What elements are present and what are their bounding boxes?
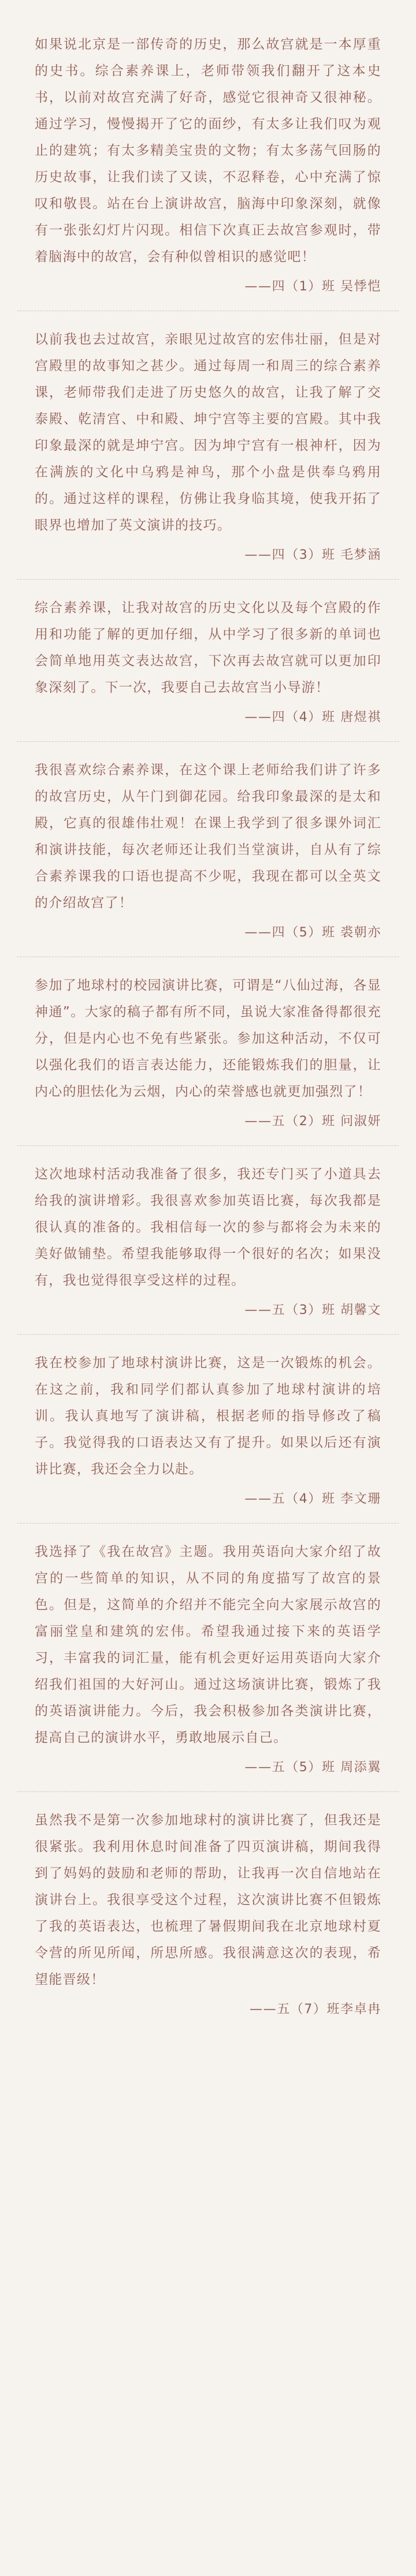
entry-paragraph: 如果说北京是一部传奇的历史，那么故宫就是一本厚重的史书。综合素养课上，老师带领我们翻开了这本史书，以前对故宫充满了好奇，感觉它很神奇又很神秘。通过学习，慢慢揭开了它的面纱，有太多让我们叹为观止的建筑；有太多精美宝贵的文物；有太多荡气回肠的历史故事，让我们读了又读，不忍释卷，心中充满了惊叹和敬畏。站在台上演讲故宫，脑海中印象深刻，就像有一张张幻灯片闪现。相信下次真正去故宫参观时，带着脑海中的故宫，会有种似曾相识的感觉吧！ [35, 37, 381, 264]
entry-paragraph: 虽然我不是第一次参加地球村的演讲比赛了，但我还是很紧张。我利用休息时间准备了四页演讲稿，期间我得到了妈妈的鼓励和老师的帮助，让我再一次自信地站在演讲台上。我很享受这个过程，这次演讲比赛不但锻炼了我的英语表达，也梳理了暑假期间我在北京地球村夏令营的所见所闻，所思所感。我很满意这次的表现，希望能晋级！ [35, 1813, 381, 1987]
reflection-entry [17, 31, 399, 311]
entry-signature: ——五（3）班 胡馨文 [244, 1303, 381, 1317]
entry-paragraph: 以前我也去过故宫，亲眼见过故宫的宏伟壮丽，但是对宫殿里的故事知之甚少。通过每周一和周三的综合素养课，老师带我们走进了历史悠久的故宫，让我了解了交泰殿、乾清宫、中和殿、坤宁宫等主要的宫殿。其中我印象最深的就是坤宁宫。因为坤宁宫有一根神杆，因为在满族的文化中乌鸦是神鸟，那个小盘是供奉乌鸦用的。通过这样的课程，仿佛让我身临其境，使我开拓了眼界也增加了英文演讲的技巧。 [35, 332, 381, 533]
reflection-entry [17, 1523, 399, 1791]
entry-signature: ——四（4）班 唐煜祺 [244, 710, 381, 725]
entry-signature: ——五（2）班 问淑妍 [244, 1114, 381, 1129]
entry-signature: ——四（1）班 吴悸恺 [244, 279, 381, 294]
reflection-entry [17, 1791, 399, 2033]
reflection-entry [17, 579, 399, 741]
entry-paragraph: 参加了地球村的校园演讲比赛，可谓是“八仙过海，各显神通”。大家的稿子都有所不同，虽说大家准备得都很充分，但是内心也不免有些紧张。参加这种活动，不仅可以强化我们的语言表达能力，还能锻炼我们的胆量，让内心的胆怯化为云烟，内心的荣誉感也就更加强烈了！ [35, 978, 381, 1099]
reflection-entry [17, 1334, 399, 1523]
reflection-entry [17, 741, 399, 957]
entry-signature: ——五（5）班 周添翼 [244, 1760, 381, 1775]
entry-signature: ——四（3）班 毛梦涵 [244, 548, 381, 562]
entry-paragraph: 我很喜欢综合素养课，在这个课上老师给我们讲了许多的故宫历史，从午门到御花园。给我印象最深的是太和殿，它真的很雄伟壮观！在课上我学到了很多课外词汇和演讲技能，每次老师还让我们当堂演讲，自从有了综合素养课我的口语也提高不少呢，我现在都可以全英文的介绍故宫了！ [35, 763, 381, 910]
reflection-entry [17, 957, 399, 1145]
entry-signature: ——五（7）班李卓冉 [250, 2002, 381, 2017]
entry-signature: ——五（4）班 李文珊 [244, 1492, 381, 1506]
entry-paragraph: 我在校参加了地球村演讲比赛，这是一次锻炼的机会。在这之前，我和同学们都认真参加了地球村演讲的培训。我认真地写了演讲稿，根据老师的指导修改了稿子。我觉得我的口语表达又有了提升。如果以后还有演讲比赛，我还会全力以赴。 [35, 1356, 381, 1477]
reflection-entry [17, 1145, 399, 1334]
entry-signature: ——四（5）班 裘朝亦 [244, 925, 381, 940]
entry-paragraph: 这次地球村活动我准备了很多，我还专门买了小道具去给我的演讲增彩。我很喜欢参加英语比赛，每次我都是很认真的准备的。我相信每一次的参与都将会为未来的美好做铺垫。希望我能够取得一个很好的名次；如果没有，我也觉得很享受这样的过程。 [35, 1167, 381, 1288]
reflection-entry [17, 311, 399, 579]
entry-paragraph: 我选择了《我在故宫》主题。我用英语向大家介绍了故宫的一些简单的知识，从不同的角度描写了故宫的景色。但是，这简单的介绍并不能完全向大家展示故宫的富丽堂皇和建筑的宏伟。希望我通过接下来的英语学习，丰富我的词汇量，能有机会更好运用英语向大家介绍我们祖国的大好河山。通过这场演讲比赛，锻炼了我的英语演讲能力。今后，我会积极参加各类演讲比赛，提高自己的演讲水平，勇敢地展示自己。 [35, 1544, 381, 1745]
entry-paragraph: 综合素养课，让我对故宫的历史文化以及每个宫殿的作用和功能了解的更加仔细，从中学习了很多新的单词也会简单地用英文表达故宫，下次再去故宫就可以更加印象深刻了。下一次，我要自己去故宫当小导游！ [35, 600, 381, 695]
